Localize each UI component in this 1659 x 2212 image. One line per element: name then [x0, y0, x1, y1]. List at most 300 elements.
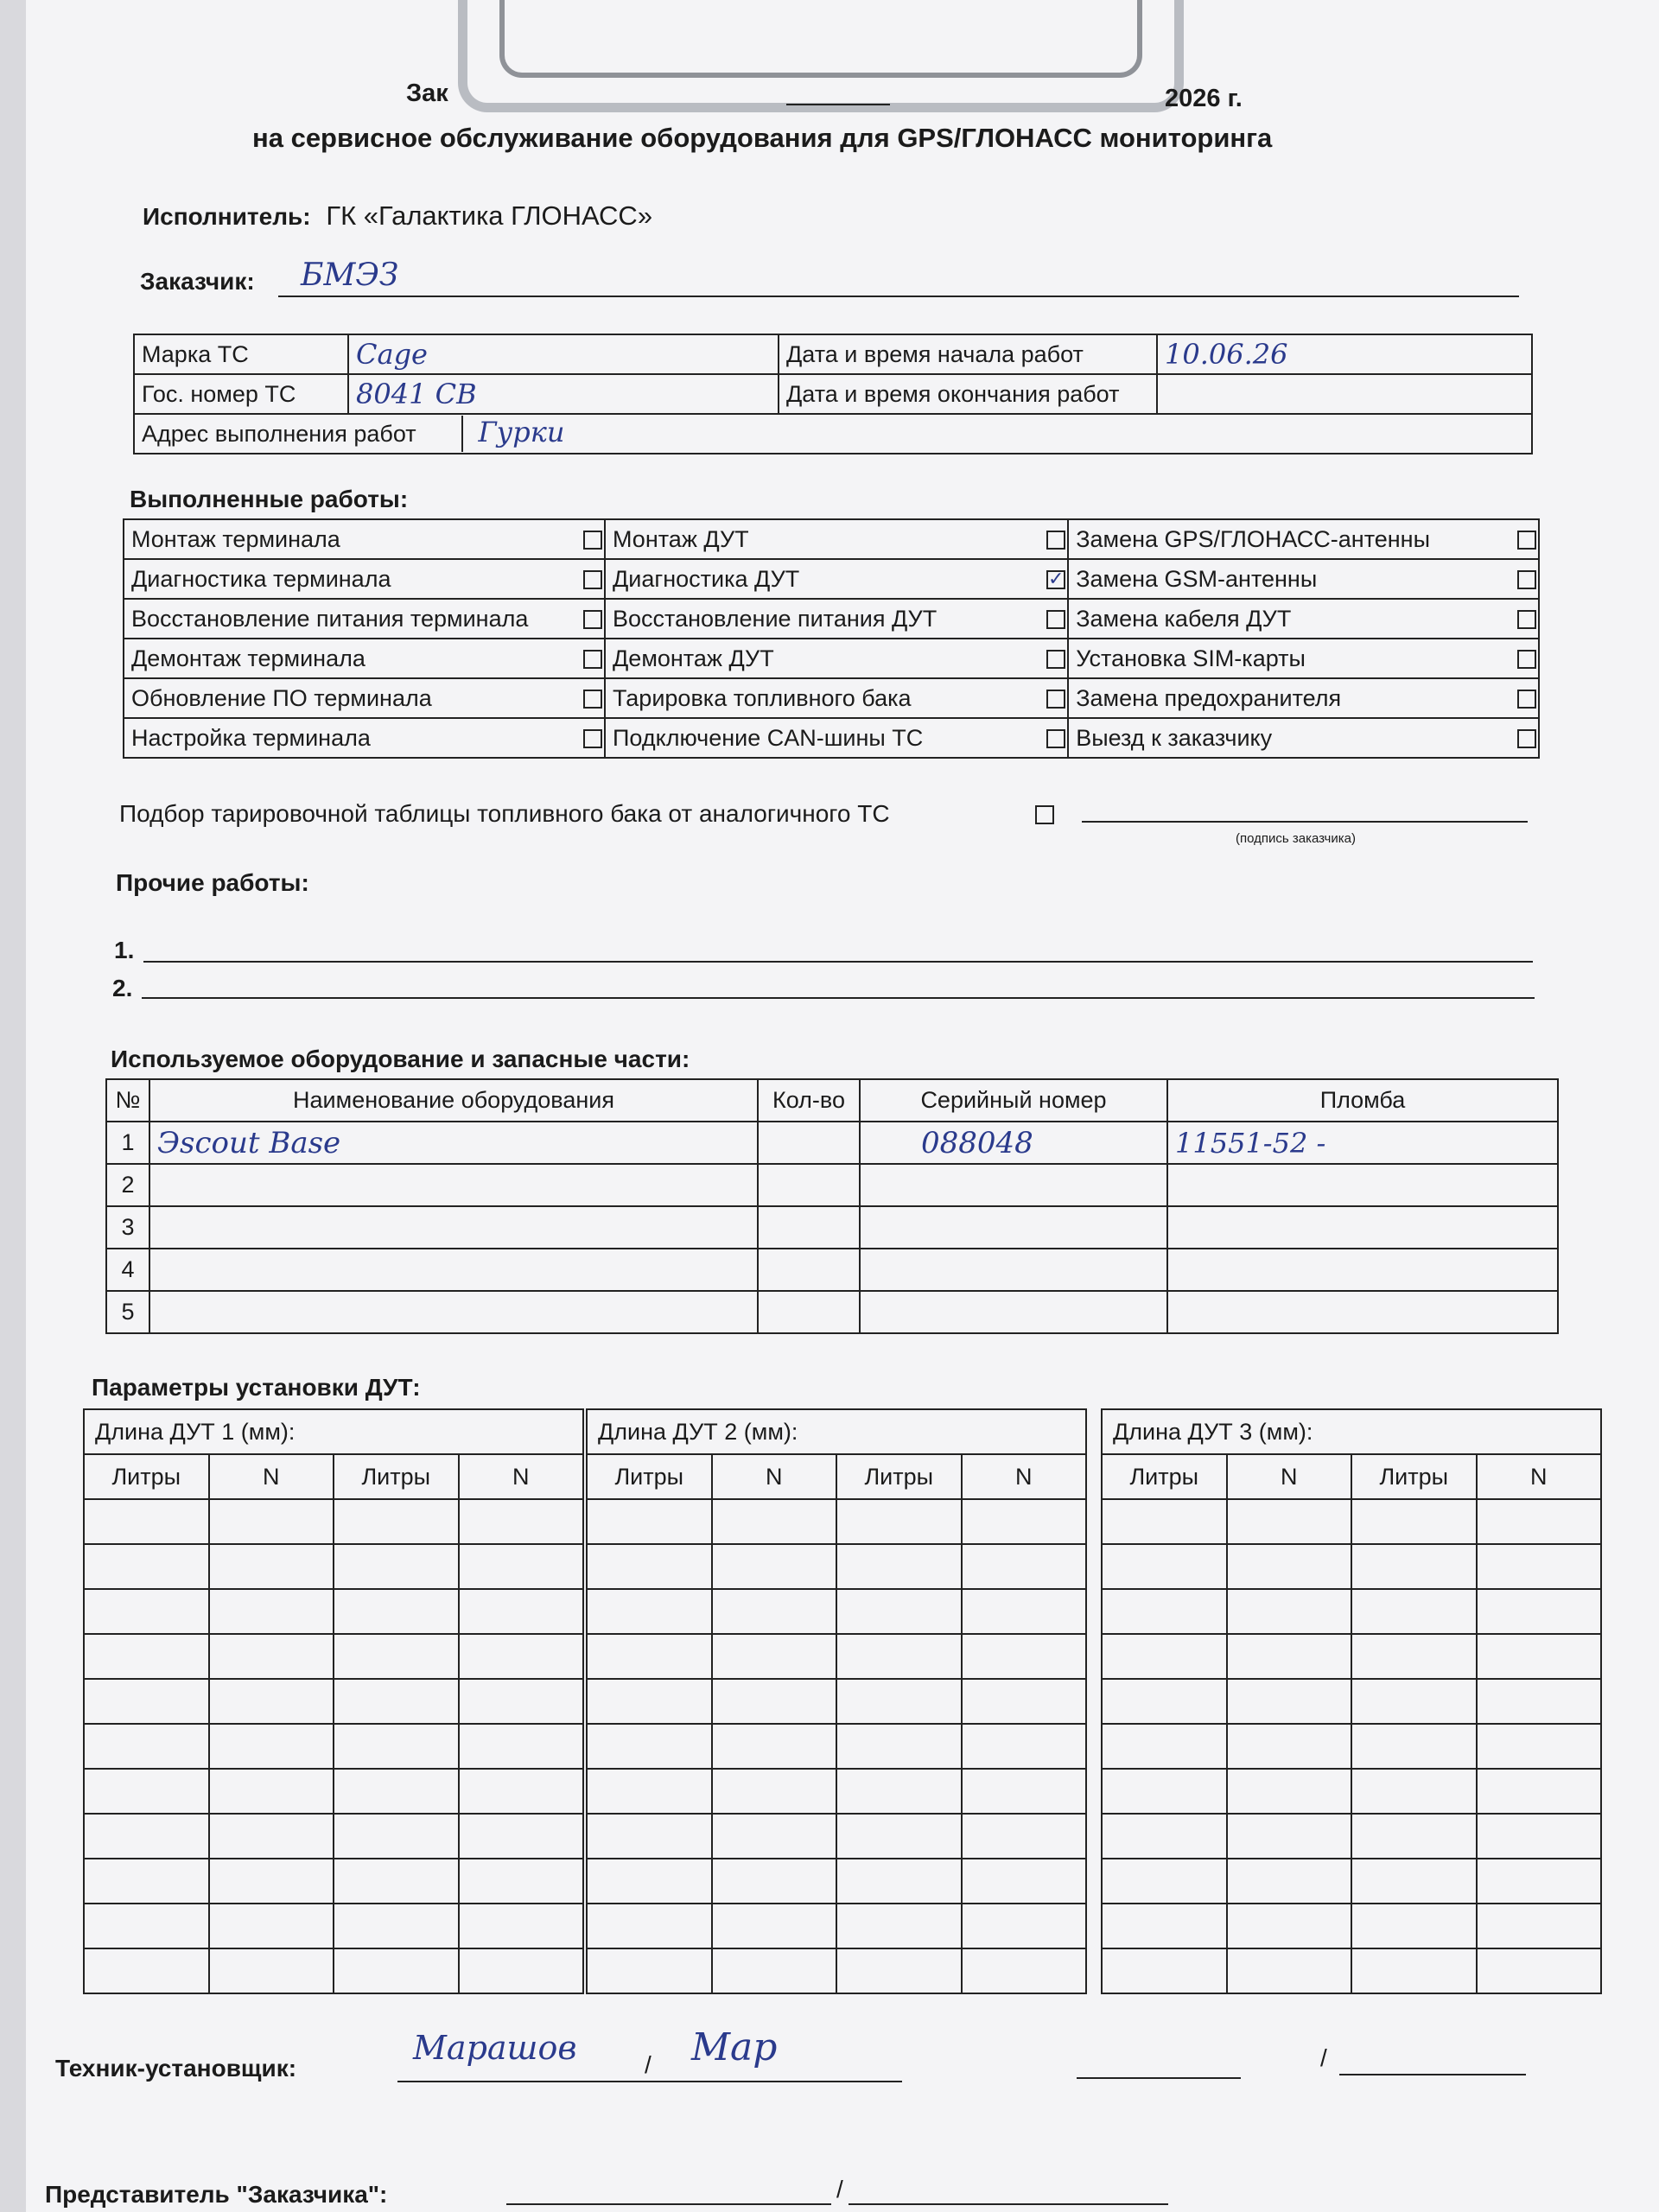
- dut-cell[interactable]: [587, 1679, 712, 1724]
- dut-cell[interactable]: [962, 1679, 1087, 1724]
- dut-cell[interactable]: [1227, 1544, 1352, 1589]
- work-checkbox-cell: [1045, 519, 1069, 559]
- dut-cell[interactable]: [1477, 1859, 1602, 1904]
- work-label: Настройка терминала: [124, 718, 582, 758]
- work-checkbox[interactable]: [583, 690, 602, 709]
- dut-cell[interactable]: [1102, 1859, 1227, 1904]
- equipment-seal[interactable]: 11551-52 -: [1167, 1122, 1558, 1164]
- dut-cell[interactable]: [836, 1904, 962, 1948]
- equipment-seal[interactable]: [1167, 1249, 1558, 1291]
- dut-cell[interactable]: [712, 1859, 837, 1904]
- dut-cell[interactable]: [836, 1679, 962, 1724]
- dut-cell[interactable]: [962, 1724, 1087, 1769]
- plate-value[interactable]: 8041 CB: [348, 374, 779, 414]
- dut-cell[interactable]: [209, 1724, 334, 1769]
- dut-cell[interactable]: [1477, 1769, 1602, 1814]
- dut-cell[interactable]: [1351, 1589, 1477, 1634]
- table-row: [587, 1948, 1086, 1993]
- work-checkbox[interactable]: [1517, 650, 1536, 669]
- dut-cell[interactable]: [587, 1499, 712, 1544]
- equipment-name[interactable]: [149, 1291, 758, 1333]
- customer-label: Заказчик:: [140, 268, 255, 295]
- work-checkbox-cell: [582, 559, 606, 599]
- dut-cell[interactable]: [1477, 1589, 1602, 1634]
- calibration-label: Подбор тарировочной таблицы топливного бака от аналогичного ТС: [119, 800, 890, 827]
- dut-col-n: N: [712, 1454, 837, 1499]
- dut-cell[interactable]: [1477, 1904, 1602, 1948]
- dut-length-label: Длина ДУТ 1 (мм):: [84, 1409, 583, 1454]
- dut-cell[interactable]: [712, 1499, 837, 1544]
- dut-cell[interactable]: [459, 1904, 584, 1948]
- dut-cell[interactable]: [836, 1724, 962, 1769]
- work-checkbox-cell: [1045, 718, 1069, 758]
- dut-cell[interactable]: [1351, 1769, 1477, 1814]
- work-checkbox[interactable]: [1046, 729, 1065, 748]
- dut-cell[interactable]: [1102, 1679, 1227, 1724]
- work-label: Замена кабеля ДУТ: [1068, 599, 1515, 639]
- col-qty: Кол-во: [758, 1079, 860, 1122]
- calibration-signature-line[interactable]: [1082, 821, 1528, 823]
- table-row: [84, 1544, 583, 1589]
- work-checkbox-cell: [1515, 519, 1539, 559]
- dut-length-label: Длина ДУТ 3 (мм):: [1102, 1409, 1601, 1454]
- work-label: Тарировка топливного бака: [605, 678, 1045, 718]
- dut-cell[interactable]: [1102, 1724, 1227, 1769]
- dut-cell[interactable]: [1351, 1859, 1477, 1904]
- dut-cell[interactable]: [1227, 1679, 1352, 1724]
- dut-col-n: N: [209, 1454, 334, 1499]
- dut-cell[interactable]: [1477, 1679, 1602, 1724]
- equipment-serial[interactable]: [860, 1291, 1167, 1333]
- table-row: [1102, 1859, 1601, 1904]
- dut-cell[interactable]: [209, 1544, 334, 1589]
- dut-cell[interactable]: [84, 1724, 209, 1769]
- table-row: [587, 1769, 1086, 1814]
- dut-cell[interactable]: [1351, 1948, 1477, 1993]
- dut-cell[interactable]: [334, 1544, 459, 1589]
- table-row: [1102, 1634, 1601, 1679]
- dut-cell[interactable]: [1351, 1634, 1477, 1679]
- title-right: 2026 г.: [1165, 85, 1243, 112]
- dut-cell[interactable]: [1227, 1948, 1352, 1993]
- dut-col-n: N: [459, 1454, 584, 1499]
- representative-label: Представитель "Заказчика":: [45, 2181, 388, 2208]
- table-row: [1102, 1769, 1601, 1814]
- work-checkbox[interactable]: [583, 531, 602, 550]
- dut-cell[interactable]: [712, 1814, 837, 1859]
- dut-cell[interactable]: [587, 1814, 712, 1859]
- dut-cell[interactable]: [209, 1589, 334, 1634]
- equipment-table: [105, 1078, 1559, 1334]
- dut-cell[interactable]: [836, 1769, 962, 1814]
- dut-cell[interactable]: [1351, 1814, 1477, 1859]
- equipment-name[interactable]: [149, 1206, 758, 1249]
- dut-cell[interactable]: [1102, 1499, 1227, 1544]
- dut-cell[interactable]: [836, 1589, 962, 1634]
- dut-cell[interactable]: [334, 1948, 459, 1993]
- work-checkbox[interactable]: [1046, 690, 1065, 709]
- work-checkbox[interactable]: [1517, 690, 1536, 709]
- table-row: [587, 1859, 1086, 1904]
- work-checkbox[interactable]: ✓: [1047, 568, 1065, 590]
- dut-cell[interactable]: [587, 1634, 712, 1679]
- dut-cell[interactable]: [836, 1634, 962, 1679]
- works-row: [124, 559, 1539, 599]
- work-checkbox[interactable]: [1517, 729, 1536, 748]
- work-checkbox-cell: [1515, 599, 1539, 639]
- clipboard-clip-inner: [499, 0, 1142, 78]
- dut-cell[interactable]: [712, 1634, 837, 1679]
- table-row: [84, 1814, 583, 1859]
- dut-cell[interactable]: [1351, 1724, 1477, 1769]
- dut-cell[interactable]: [1227, 1904, 1352, 1948]
- dut-cell[interactable]: [1227, 1499, 1352, 1544]
- dut-cell[interactable]: [84, 1544, 209, 1589]
- dut-cell[interactable]: [1477, 1724, 1602, 1769]
- dut-cell[interactable]: [1477, 1634, 1602, 1679]
- table-row: [106, 1206, 1558, 1249]
- dut-cell[interactable]: [1102, 1634, 1227, 1679]
- dut-cell[interactable]: [712, 1904, 837, 1948]
- table-row: [1102, 1904, 1601, 1948]
- dut-cell[interactable]: [1102, 1904, 1227, 1948]
- dut-cell[interactable]: [1351, 1544, 1477, 1589]
- work-label: Выезд к заказчику: [1068, 718, 1515, 758]
- subtitle: на сервисное обслуживание оборудования для GPS/ГЛОНАСС мониторинга: [252, 123, 1273, 153]
- works-title: Выполненные работы:: [130, 486, 409, 512]
- table-row: [106, 1164, 1558, 1206]
- dut-cell[interactable]: [84, 1948, 209, 1993]
- table-row: [84, 1679, 583, 1724]
- dut-cell[interactable]: [1351, 1904, 1477, 1948]
- dut-cell[interactable]: [587, 1544, 712, 1589]
- dut-cell[interactable]: [209, 1634, 334, 1679]
- works-row: [124, 519, 1539, 559]
- dut-cell[interactable]: [1227, 1769, 1352, 1814]
- dut-cell[interactable]: [209, 1904, 334, 1948]
- address-value[interactable]: Гурки: [478, 416, 565, 448]
- dut-cell[interactable]: [1102, 1769, 1227, 1814]
- work-checkbox[interactable]: [1517, 531, 1536, 550]
- dut-cell[interactable]: [209, 1859, 334, 1904]
- dut-cell[interactable]: [334, 1589, 459, 1634]
- slash-2: /: [1320, 2044, 1327, 2071]
- dut-cell[interactable]: [836, 1499, 962, 1544]
- dut-cell[interactable]: [334, 1499, 459, 1544]
- dut-cell[interactable]: [587, 1724, 712, 1769]
- work-checkbox[interactable]: [1046, 650, 1065, 669]
- dut-cell[interactable]: [712, 1589, 837, 1634]
- customer-line: [278, 296, 1519, 297]
- dut-cell[interactable]: [459, 1859, 584, 1904]
- dut-cell[interactable]: [84, 1904, 209, 1948]
- plate-label: Гос. номер ТС: [134, 374, 348, 414]
- other-item-1: 1.: [114, 937, 135, 963]
- second-sign-line[interactable]: [1339, 2074, 1526, 2075]
- work-label: Демонтаж терминала: [124, 639, 582, 678]
- dut-cell[interactable]: [84, 1499, 209, 1544]
- table-row: [1102, 1499, 1601, 1544]
- table-row: [1102, 1814, 1601, 1859]
- dut-cell[interactable]: [334, 1769, 459, 1814]
- dut-cell[interactable]: [587, 1859, 712, 1904]
- second-name-line[interactable]: [1077, 2077, 1241, 2079]
- dut-cell[interactable]: [84, 1814, 209, 1859]
- dut-cell[interactable]: [962, 1948, 1087, 1993]
- dut-cell[interactable]: [962, 1589, 1087, 1634]
- end-value[interactable]: [1157, 374, 1532, 414]
- table-row: [587, 1904, 1086, 1948]
- col-serial: Серийный номер: [860, 1079, 1167, 1122]
- dut-cell[interactable]: [459, 1634, 584, 1679]
- work-checkbox[interactable]: [583, 729, 602, 748]
- technician-signature: Мар: [691, 2025, 778, 2069]
- dut-cell[interactable]: [1477, 1499, 1602, 1544]
- work-label: Замена GPS/ГЛОНАСС-антенны: [1068, 519, 1515, 559]
- dut-cell[interactable]: [1102, 1948, 1227, 1993]
- work-label: Диагностика ДУТ: [605, 559, 1045, 599]
- dut-cell[interactable]: [1477, 1948, 1602, 1993]
- equipment-header-row: [106, 1079, 1558, 1122]
- work-checkbox[interactable]: [583, 650, 602, 669]
- customer-value[interactable]: БМЭЗ: [301, 257, 399, 293]
- table-row: [84, 1769, 583, 1814]
- dut-cell[interactable]: [334, 1904, 459, 1948]
- work-checkbox[interactable]: [1517, 570, 1536, 589]
- address-label: Адрес выполнения работ: [135, 416, 463, 452]
- dut-cell[interactable]: [459, 1724, 584, 1769]
- work-checkbox-cell: [1045, 639, 1069, 678]
- dut-cell[interactable]: [1477, 1544, 1602, 1589]
- title-line: [786, 104, 890, 105]
- dut-cell[interactable]: [84, 1859, 209, 1904]
- work-checkbox-cell: [1045, 599, 1069, 639]
- dut-cell[interactable]: [836, 1859, 962, 1904]
- equipment-seal[interactable]: [1167, 1291, 1558, 1333]
- work-label: Замена GSM-антенны: [1068, 559, 1515, 599]
- dut-cell[interactable]: [459, 1499, 584, 1544]
- work-checkbox-cell: [582, 678, 606, 718]
- table-row: [587, 1589, 1086, 1634]
- row-number: 1: [106, 1122, 149, 1164]
- dut-cell[interactable]: [1227, 1589, 1352, 1634]
- brand-value[interactable]: Cage: [348, 334, 779, 374]
- dut-table-2: [586, 1408, 1087, 1994]
- dut-cell[interactable]: [587, 1589, 712, 1634]
- other-line-1[interactable]: [143, 961, 1533, 963]
- dut-cell[interactable]: [459, 1679, 584, 1724]
- dut-cell[interactable]: [84, 1634, 209, 1679]
- dut-cell[interactable]: [1227, 1724, 1352, 1769]
- dut-cell[interactable]: [209, 1679, 334, 1724]
- address-row: [134, 414, 1532, 454]
- dut-cell[interactable]: [459, 1814, 584, 1859]
- dut-cell[interactable]: [962, 1499, 1087, 1544]
- dut-table-1: [83, 1408, 584, 1994]
- table-row: [1102, 1589, 1601, 1634]
- dut-cell[interactable]: [459, 1544, 584, 1589]
- dut-cell[interactable]: [84, 1679, 209, 1724]
- dut-cell[interactable]: [334, 1859, 459, 1904]
- dut-col-liters: Литры: [84, 1454, 209, 1499]
- table-row: [1102, 1544, 1601, 1589]
- equipment-serial[interactable]: [860, 1249, 1167, 1291]
- work-checkbox[interactable]: [583, 610, 602, 629]
- dut-cell[interactable]: [587, 1769, 712, 1814]
- equipment-qty[interactable]: [758, 1249, 860, 1291]
- table-row: [84, 1904, 583, 1948]
- table-row: [84, 1859, 583, 1904]
- table-row: [84, 1499, 583, 1544]
- table-row: [84, 1724, 583, 1769]
- works-row: [124, 718, 1539, 758]
- table-row: [106, 1291, 1558, 1333]
- dut-cell[interactable]: [84, 1769, 209, 1814]
- dut-cell[interactable]: [1351, 1679, 1477, 1724]
- work-checkbox[interactable]: [1046, 531, 1065, 550]
- works-row: [124, 678, 1539, 718]
- table-row: [84, 1948, 583, 1993]
- dut-col-liters: Литры: [836, 1454, 962, 1499]
- dut-cell[interactable]: [459, 1589, 584, 1634]
- dut-cell[interactable]: [587, 1904, 712, 1948]
- dut-cell[interactable]: [836, 1814, 962, 1859]
- dut-table-3: [1101, 1408, 1602, 1994]
- dut-col-liters: Литры: [334, 1454, 459, 1499]
- work-checkbox-cell: [582, 718, 606, 758]
- representative-sign-line[interactable]: [849, 2203, 1168, 2205]
- dut-cell[interactable]: [209, 1948, 334, 1993]
- dut-cell[interactable]: [209, 1814, 334, 1859]
- other-line-2[interactable]: [142, 997, 1535, 999]
- table-row: [1102, 1948, 1601, 1993]
- dut-cell[interactable]: [1102, 1589, 1227, 1634]
- dut-title: Параметры установки ДУТ:: [92, 1374, 421, 1401]
- dut-cell[interactable]: [962, 1634, 1087, 1679]
- table-row: [84, 1634, 583, 1679]
- dut-cell[interactable]: [1102, 1814, 1227, 1859]
- work-label: Обновление ПО терминала: [124, 678, 582, 718]
- dut-col-liters: Литры: [1351, 1454, 1477, 1499]
- work-checkbox-cell: [1515, 639, 1539, 678]
- dut-cell[interactable]: [1477, 1814, 1602, 1859]
- work-checkbox-cell: [1045, 678, 1069, 718]
- col-number: №: [106, 1079, 149, 1122]
- table-row: [587, 1814, 1086, 1859]
- dut-cell[interactable]: [1227, 1634, 1352, 1679]
- dut-cell[interactable]: [712, 1679, 837, 1724]
- table-row: [1102, 1679, 1601, 1724]
- work-label: Замена предохранителя: [1068, 678, 1515, 718]
- dut-cell[interactable]: [712, 1724, 837, 1769]
- table-row: [84, 1589, 583, 1634]
- equipment-serial[interactable]: [860, 1164, 1167, 1206]
- dut-cell[interactable]: [1227, 1859, 1352, 1904]
- equipment-seal[interactable]: [1167, 1206, 1558, 1249]
- row-number: 3: [106, 1206, 149, 1249]
- equipment-qty[interactable]: [758, 1122, 860, 1164]
- equipment-qty[interactable]: [758, 1291, 860, 1333]
- work-label: Диагностика терминала: [124, 559, 582, 599]
- dut-cell[interactable]: [712, 1769, 837, 1814]
- row-number: 4: [106, 1249, 149, 1291]
- equipment-name[interactable]: [149, 1249, 758, 1291]
- work-checkbox[interactable]: [1517, 610, 1536, 629]
- work-checkbox-cell: [1515, 559, 1539, 599]
- table-row: [106, 1249, 1558, 1291]
- dut-cell[interactable]: [962, 1814, 1087, 1859]
- document-sheet: [26, 0, 1659, 2212]
- slash-1: /: [645, 2051, 652, 2078]
- dut-cell[interactable]: [962, 1769, 1087, 1814]
- table-row: [587, 1499, 1086, 1544]
- dut-cell[interactable]: [209, 1769, 334, 1814]
- dut-cell[interactable]: [334, 1814, 459, 1859]
- representative-name-line[interactable]: [506, 2203, 831, 2205]
- dut-cell[interactable]: [334, 1634, 459, 1679]
- brand-label: Марка ТС: [134, 334, 348, 374]
- work-checkbox-cell: [582, 599, 606, 639]
- dut-cell[interactable]: [1351, 1499, 1477, 1544]
- technician-name-line[interactable]: [397, 2081, 665, 2082]
- start-value[interactable]: 10.06.26: [1157, 334, 1532, 374]
- dut-cell[interactable]: [712, 1544, 837, 1589]
- equipment-seal[interactable]: [1167, 1164, 1558, 1206]
- dut-cell[interactable]: [962, 1544, 1087, 1589]
- dut-cell[interactable]: [84, 1589, 209, 1634]
- equipment-serial[interactable]: 088048: [860, 1122, 1167, 1164]
- dut-cell[interactable]: [334, 1679, 459, 1724]
- work-checkbox[interactable]: [583, 570, 602, 589]
- other-title: Прочие работы:: [116, 869, 309, 896]
- row-number: 5: [106, 1291, 149, 1333]
- title-left: Зак: [406, 79, 448, 107]
- dut-cell[interactable]: [712, 1948, 837, 1993]
- equipment-name[interactable]: [149, 1164, 758, 1206]
- calibration-checkbox[interactable]: [1035, 805, 1054, 824]
- dut-cell[interactable]: [1102, 1544, 1227, 1589]
- work-label: Установка SIM-карты: [1068, 639, 1515, 678]
- technician-sign-line[interactable]: [664, 2081, 902, 2082]
- work-checkbox[interactable]: [1046, 610, 1065, 629]
- equipment-qty[interactable]: [758, 1164, 860, 1206]
- work-checkbox-cell: [582, 519, 606, 559]
- dut-cell[interactable]: [836, 1544, 962, 1589]
- dut-cell[interactable]: [334, 1724, 459, 1769]
- dut-cell[interactable]: [1227, 1814, 1352, 1859]
- dut-cell[interactable]: [209, 1499, 334, 1544]
- dut-cell[interactable]: [836, 1948, 962, 1993]
- work-label: Монтаж терминала: [124, 519, 582, 559]
- start-label: Дата и время начала работ: [779, 334, 1157, 374]
- col-seal: Пломба: [1167, 1079, 1558, 1122]
- row-number: 2: [106, 1164, 149, 1206]
- dut-cell[interactable]: [587, 1948, 712, 1993]
- dut-cell[interactable]: [459, 1769, 584, 1814]
- dut-cell[interactable]: [962, 1904, 1087, 1948]
- equipment-qty[interactable]: [758, 1206, 860, 1249]
- dut-col-liters: Литры: [1102, 1454, 1227, 1499]
- dut-col-n: N: [1477, 1454, 1602, 1499]
- equipment-title: Используемое оборудование и запасные части:: [111, 1046, 690, 1072]
- dut-cell[interactable]: [962, 1859, 1087, 1904]
- col-name: Наименование оборудования: [149, 1079, 758, 1122]
- equipment-serial[interactable]: [860, 1206, 1167, 1249]
- equipment-name[interactable]: Эscout Base: [149, 1122, 758, 1164]
- executor-row: [143, 200, 652, 232]
- signature-caption: (подпись заказчика): [1236, 831, 1356, 846]
- dut-cell[interactable]: [459, 1948, 584, 1993]
